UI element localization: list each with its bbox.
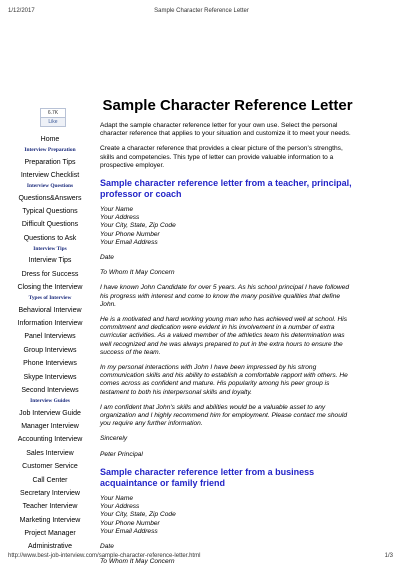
like-button[interactable]: Like <box>41 117 65 126</box>
sidebar-item[interactable]: Customer Service <box>22 463 78 471</box>
address-line: Your Email Address <box>100 527 158 535</box>
sidebar-item[interactable]: Closing the Interview <box>17 284 83 292</box>
address-line: Your Address <box>100 214 140 222</box>
section-heading: Sample character reference letter from a teacher, principal, professor or coach <box>100 178 352 200</box>
letter-salutation: To Whom It May Concern <box>100 269 175 277</box>
sidebar-item[interactable]: Secretary Interview <box>20 489 80 497</box>
main-content <box>100 97 355 573</box>
letter-paragraph: I have known John Candidate for over 5 years. As his school principal I have followed his progress with interest and come to know the many positive qualities that define John. <box>100 284 349 308</box>
print-page-title: Sample Character Reference Letter <box>154 8 249 14</box>
sidebar-section-heading: Interview Questions <box>26 183 74 190</box>
like-count: 6.7K <box>47 110 59 116</box>
print-date: 1/12/2017 <box>8 8 35 14</box>
letter-paragraph: In my personal interactions with John I have been impressed by his strong communication skills and his ability to establish a comfortable rapport with others. He comes across as confident and mature. His popularity among his peer group is testament to both his interpersonal skills and loyalty. <box>100 364 348 396</box>
sidebar-item[interactable]: Skype Interviews <box>23 373 77 381</box>
letter-paragraph: He is a motivated and hard working young man who has achieved well at school. His commitment and dedication were evident in his involvement in a number of extra curricular activities. As a valued member of the athletics team his determination was well recognized and he was always prepared to put in the extra hours to ensure the success of the team. <box>100 316 348 356</box>
sidebar-item[interactable]: Group Interviews <box>23 346 77 354</box>
sidebar-item[interactable]: Teacher Interview <box>22 503 78 511</box>
sidebar-section-heading: Interview Tips <box>33 246 67 253</box>
sidebar-item[interactable]: Manager Interview <box>21 422 79 430</box>
letter-date: Date <box>100 542 114 550</box>
sidebar-item[interactable]: Interview Checklist <box>20 171 80 179</box>
address-line: Your Name <box>100 494 133 502</box>
address-line: Your Name <box>100 206 133 214</box>
sender-address <box>100 206 355 247</box>
sidebar-section-heading: Interview Guides <box>30 398 70 405</box>
page-header <box>0 8 403 18</box>
sidebar-item[interactable]: Second Interviews <box>21 387 79 394</box>
sidebar-item[interactable]: Behavioral Interview <box>18 306 82 314</box>
sidebar-item[interactable]: Preparation Tips <box>24 158 76 166</box>
intro-paragraph: Adapt the sample character reference letter for your own use. Select the personal character reference that applies to your situation and customize it to meet your needs. <box>100 122 351 138</box>
sidebar-item[interactable]: Phone Interviews <box>23 360 77 368</box>
sidebar-item[interactable]: Information Interview <box>17 320 83 328</box>
page-url: http://www.best-job-interview.com/sample-character-reference-letter.html <box>8 553 201 559</box>
sidebar-item[interactable]: Sales Interview <box>26 449 74 457</box>
sidebar-nav <box>8 133 92 554</box>
sidebar-item[interactable]: Accounting Interview <box>17 436 83 444</box>
letter-closing: Sincerely <box>100 435 128 443</box>
letter-salutation: To Whom It May Concern <box>100 558 175 566</box>
sidebar-item[interactable]: Marketing Interview <box>19 516 81 524</box>
address-line: Your Address <box>100 503 140 511</box>
sidebar-item[interactable]: Project Manager <box>24 530 76 538</box>
intro-paragraph: Create a character reference that provides a clear picture of the person's strengths, skills and competencies. This type of letter can provide valuable information to a prospective employer. <box>100 145 343 169</box>
sidebar-section-heading: Interview Preparation <box>24 147 76 154</box>
address-line: Your Phone Number <box>100 230 160 238</box>
sidebar-item[interactable]: Questions to Ask <box>23 234 77 242</box>
like-widget[interactable] <box>40 108 66 127</box>
sidebar-item[interactable]: Call Center <box>32 476 68 484</box>
sidebar <box>8 108 92 554</box>
sidebar-item[interactable]: Interview Tips <box>28 257 72 265</box>
sidebar-section-heading: Types of Interview <box>28 295 72 302</box>
sidebar-item[interactable]: Questions&Answers <box>18 194 82 202</box>
page-number: 1/3 <box>384 553 393 559</box>
sidebar-item[interactable]: Dress for Success <box>21 270 79 278</box>
address-line: Your Email Address <box>100 238 158 246</box>
page-title: Sample Character Reference Letter <box>102 97 353 114</box>
sidebar-item[interactable]: Difficult Questions <box>21 221 79 229</box>
sidebar-item[interactable]: Administrative <box>28 543 72 551</box>
sidebar-item[interactable]: Home <box>40 136 60 143</box>
sender-address <box>100 495 355 536</box>
sidebar-item[interactable]: Job Interview Guide <box>19 409 81 417</box>
address-line: Your City, State, Zip Code <box>100 222 176 230</box>
address-line: Your Phone Number <box>100 519 160 527</box>
sidebar-item[interactable]: Panel Interviews <box>24 333 76 341</box>
letter-paragraph: I am confident that John's skills and abilities would be a valuable asset to any organization and I highly recommend him for employment. Please contact me should you require any further information. <box>100 403 348 428</box>
section-heading: Sample character reference letter from a business acquaintance or family friend <box>100 466 315 488</box>
letter-signature: Peter Principal <box>100 450 143 458</box>
sidebar-item[interactable]: Typical Questions <box>22 207 78 215</box>
address-line: Your City, State, Zip Code <box>100 511 176 519</box>
letter-date: Date <box>100 254 114 262</box>
